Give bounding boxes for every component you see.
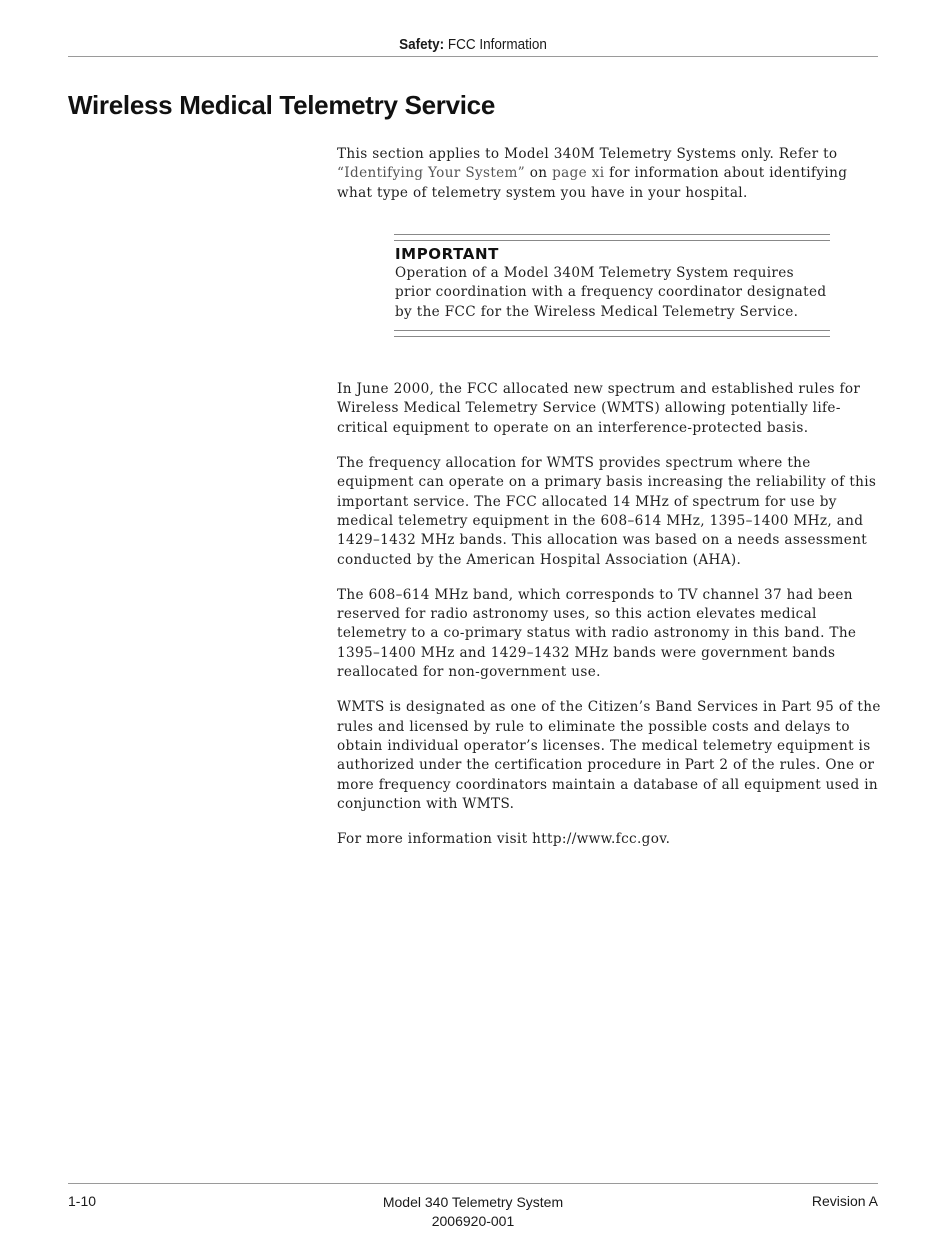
running-header	[109, 36, 838, 56]
header-divider	[68, 56, 878, 57]
notice-title: IMPORTANT	[395, 245, 499, 263]
footer-divider	[68, 1183, 878, 1184]
footer-page-number: 1-10	[68, 1193, 97, 1209]
header-label: Safety:	[399, 36, 445, 53]
body-paragraph: For more information visit http://www.fcc.gov.	[337, 831, 671, 848]
intro-paragraph	[337, 145, 882, 203]
cross-reference-link[interactable]: “Identifying Your System”	[337, 165, 526, 182]
footer-part-number: 2006920-001	[431, 1213, 515, 1229]
body-paragraph: The frequency allocation for WMTS provides spectrum where the equipment can operate on a primary basis increasing the reliability of this important service. The FCC allocated 14 MHz of spectrum for use by medical telemetry equipment in the 608–614 MHz, 1395–1400 MHz, and 1429–1432 MHz bands. This allocation was based on a needs assessment conducted by the American Hospital Association (AHA).	[337, 454, 877, 568]
header-topic: FCC Information	[447, 36, 547, 53]
important-notice	[394, 234, 830, 337]
intro-text-end: for information about identifying what type of telemetry system you have in your hospital.	[337, 165, 848, 201]
body-paragraph: WMTS is designated as one of the Citizen’s Band Services in Part 95 of the rules and licensed by rule to eliminate the possible costs and delays to obtain individual operator’s licenses. The medical telemetry equipment is authorized under the certification procedure in Part 2 of the rules. One or more frequency coordinators maintain a database of all equipment used in conjunction with WMTS.	[337, 699, 881, 813]
footer-product: Model 340 Telemetry System	[382, 1194, 564, 1210]
notice-text: Operation of a Model 340M Telemetry System requires prior coordination with a frequency coordinator designated by the FCC for the Wireless Medical Telemetry Service.	[395, 265, 827, 320]
intro-block	[337, 145, 882, 219]
main-text-block	[337, 380, 882, 865]
footer-document-info	[323, 1193, 623, 1231]
footer-revision: Revision A	[811, 1193, 878, 1209]
body-paragraph: In June 2000, the FCC allocated new spectrum and established rules for Wireless Medical Telemetry Service (WMTS) allowing potentially life-critical equipment to operate on an interference-protected basis.	[337, 381, 861, 436]
notice-bottom-rule	[394, 330, 830, 337]
body-paragraph: The 608–614 MHz band, which corresponds to TV channel 37 had been reserved for radio astronomy uses, so this action elevates medical telemetry to a co-primary status with radio astronomy in this band. The 1395–1400 MHz and 1429–1432 MHz bands were government bands reallocated for non-government use.	[337, 586, 857, 681]
section-title: Wireless Medical Telemetry Service	[68, 90, 495, 120]
notice-top-rule	[394, 234, 830, 241]
page-reference-link[interactable]: page xi	[552, 165, 605, 182]
intro-text-start: This section applies to Model 340M Telemetry Systems only. Refer to	[337, 146, 838, 162]
intro-text-middle: on	[525, 165, 553, 182]
